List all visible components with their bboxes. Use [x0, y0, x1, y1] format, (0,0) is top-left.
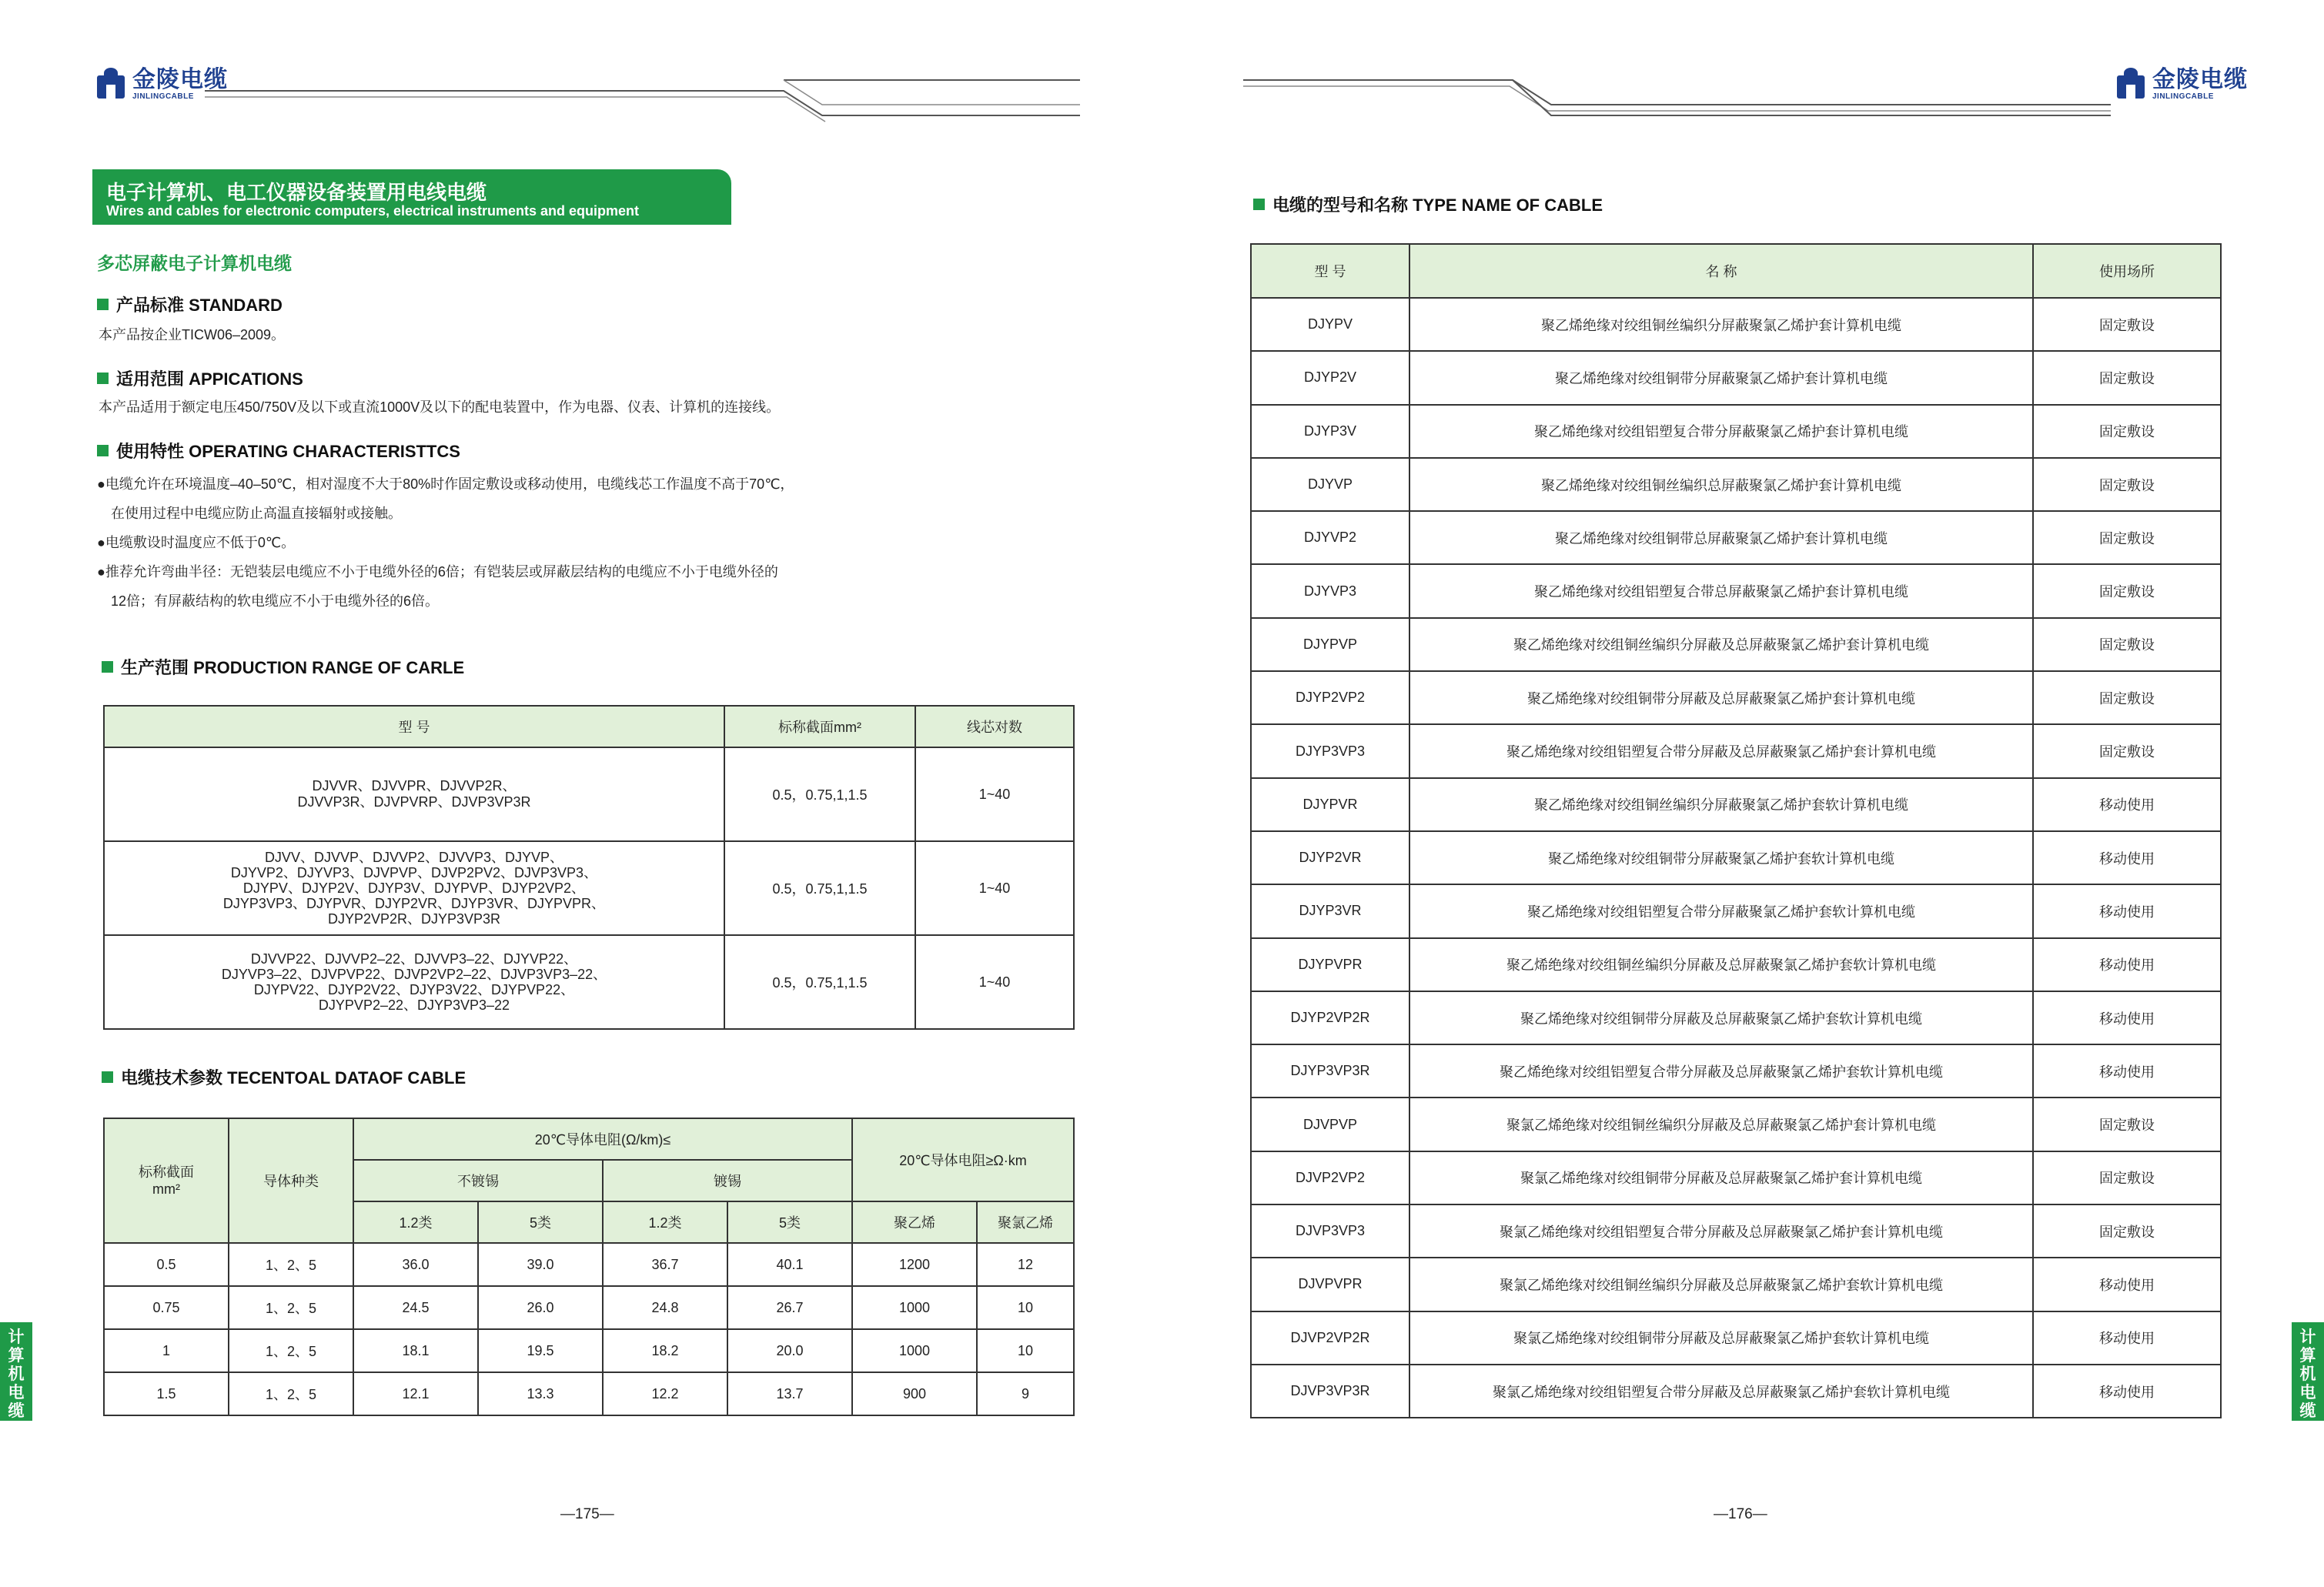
table-row — [1251, 511, 2221, 564]
name-cell: 聚乙烯绝缘对绞组铜丝编织分屏蔽及总屏蔽聚氯乙烯护套软计算机电缆 — [1409, 938, 2033, 991]
name-cell: 聚乙烯绝缘对绞组铝塑复合带分屏蔽及总屏蔽聚氯乙烯护套计算机电缆 — [1409, 724, 2033, 777]
applications-heading: 适用范围 APPICATIONS — [97, 366, 303, 390]
table-header: 型 号 — [1251, 244, 1409, 298]
characteristic-line: 12倍；有屏蔽结构的软电缆应不小于电缆外径的6倍。 — [97, 593, 440, 609]
model-cell: DJVP3VP3 — [1251, 1204, 1409, 1258]
model-cell: DJYVP3 — [1251, 564, 1409, 617]
table-header: 型 号 — [104, 706, 724, 747]
model-cell: DJYPVR — [1251, 778, 1409, 831]
tech-heading: 电缆技术参数 TECENTOAL DATAOF CABLE — [102, 1065, 466, 1089]
table-row — [1251, 298, 2221, 351]
product-title: 多芯屏蔽电子计算机电缆 — [97, 253, 292, 273]
table-row — [1251, 938, 2221, 991]
table-row: 1.5 1、2、5 12.1 13.3 12.2 13.7 900 9 — [104, 1372, 1074, 1415]
characteristic-line: ●电缆敷设时温度应不低于0℃。 — [97, 535, 296, 550]
pairs-cell: 1~40 — [915, 747, 1074, 841]
usage-cell: 移动使用 — [2033, 1044, 2221, 1098]
table-header: 1.2类 — [603, 1201, 727, 1243]
usage-cell: 固定敷设 — [2033, 405, 2221, 458]
usage-cell: 固定敷设 — [2033, 671, 2221, 724]
name-cell: 聚乙烯绝缘对绞组铜带分屏蔽聚氯乙烯护套软计算机电缆 — [1409, 831, 2033, 884]
table-row — [104, 935, 1074, 1029]
usage-cell: 固定敷设 — [2033, 298, 2221, 351]
name-cell: 聚乙烯绝缘对绞组铝塑复合带分屏蔽及总屏蔽聚氯乙烯护套软计算机电缆 — [1409, 1044, 2033, 1098]
name-cell: 聚氯乙烯绝缘对绞组铜丝编织分屏蔽及总屏蔽聚氯乙烯护套软计算机电缆 — [1409, 1258, 2033, 1311]
model-cell: DJYP2V — [1251, 351, 1409, 404]
usage-cell: 固定敷设 — [2033, 511, 2221, 564]
name-cell: 聚乙烯绝缘对绞组铜带分屏蔽及总屏蔽聚氯乙烯护套计算机电缆 — [1409, 671, 2033, 724]
characteristic-line: ●电缆允许在环境温度–40–50℃，相对湿度不大于80%时作固定敷设或移动使用，电缆线芯工作温度不高于70℃， — [97, 476, 794, 492]
logo-subtext: JINLINGCABLE — [2152, 92, 2214, 101]
right-page — [1162, 0, 2324, 1587]
section-banner — [92, 169, 731, 225]
range-heading: 生产范围 PRODUCTION RANGE OF CARLE — [102, 655, 464, 679]
usage-cell: 固定敷设 — [2033, 351, 2221, 404]
name-cell: 聚氯乙烯绝缘对绞组铜带分屏蔽及总屏蔽聚氯乙烯护套软计算机电缆 — [1409, 1311, 2033, 1365]
standard-heading: 产品标准 STANDARD — [97, 292, 283, 316]
table-row — [1251, 1151, 2221, 1204]
table-header: 不镀锡 — [353, 1160, 603, 1201]
banner-title: 电子计算机、电工仪器设备装置用电线电缆 — [106, 181, 487, 204]
square-bullet-icon — [102, 661, 113, 673]
name-cell: 聚乙烯绝缘对绞组铜带分屏蔽及总屏蔽聚氯乙烯护套软计算机电缆 — [1409, 991, 2033, 1044]
standard-text: 本产品按企业TICW06–2009。 — [99, 327, 286, 342]
name-cell: 聚乙烯绝缘对绞组铜丝编织分屏蔽聚氯乙烯护套计算机电缆 — [1409, 298, 2033, 351]
table-row — [1251, 831, 2221, 884]
table-row — [1251, 1311, 2221, 1365]
table-header: 5类 — [478, 1201, 603, 1243]
table-row — [1251, 1044, 2221, 1098]
model-cell: DJYP2VP2R — [1251, 991, 1409, 1044]
model-cell: DJYP3VP3 — [1251, 724, 1409, 777]
logo-mark-icon — [2114, 68, 2148, 102]
tech-data-table — [103, 1118, 1075, 1416]
table-header: 聚氯乙烯 — [977, 1201, 1074, 1243]
model-cell: DJVVR、DJVVPR、DJVVP2R、 DJVVP3R、DJVPVRP、DJVP3VP3R — [104, 747, 724, 841]
usage-cell: 固定敷设 — [2033, 564, 2221, 617]
table-header: 线芯对数 — [915, 706, 1074, 747]
pairs-cell: 1~40 — [915, 935, 1074, 1029]
table-row — [1251, 1098, 2221, 1151]
name-cell: 聚乙烯绝缘对绞组铜丝编织分屏蔽及总屏蔽聚氯乙烯护套计算机电缆 — [1409, 618, 2033, 671]
table-row — [1251, 564, 2221, 617]
table-header: 标称截面mm² — [724, 706, 915, 747]
table-header: 镀锡 — [603, 1160, 852, 1201]
name-cell: 聚氯乙烯绝缘对绞组铝塑复合带分屏蔽及总屏蔽聚氯乙烯护套软计算机电缆 — [1409, 1365, 2033, 1418]
model-cell: DJYPVPR — [1251, 938, 1409, 991]
section-cell: 0.5，0.75,1,1.5 — [724, 841, 915, 935]
pairs-cell: 1~40 — [915, 841, 1074, 935]
model-cell: DJYP3VR — [1251, 884, 1409, 937]
model-cell: DJVPVP — [1251, 1098, 1409, 1151]
table-header: 20℃导体电阻≥Ω·km — [852, 1118, 1074, 1201]
table-header: 使用场所 — [2033, 244, 2221, 298]
logo-mark-icon — [94, 68, 128, 102]
usage-cell: 移动使用 — [2033, 778, 2221, 831]
model-cell: DJVP2VP2 — [1251, 1151, 1409, 1204]
table-row: 1 1、2、5 18.1 19.5 18.2 20.0 1000 10 — [104, 1329, 1074, 1372]
table-row — [1251, 618, 2221, 671]
type-heading: 电缆的型号和名称 TYPE NAME OF CABLE — [1253, 192, 1603, 216]
model-cell: DJYP2VR — [1251, 831, 1409, 884]
name-cell: 聚乙烯绝缘对绞组铜丝编织总屏蔽聚氯乙烯护套计算机电缆 — [1409, 458, 2033, 511]
header-line-left — [0, 0, 1162, 123]
model-cell: DJVVP22、DJVVP2–22、DJVVP3–22、DJYVP22、 DJYVP3–22、DJVPVP22、DJVP2VP2–22、DJVP3VP3–22、 DJYPV22、DJYP2V22、DJYP3V22、DJYPVP22、 DJYPVP2–22、DJYP3VP3–22 — [104, 935, 724, 1029]
usage-cell: 移动使用 — [2033, 991, 2221, 1044]
name-cell: 聚乙烯绝缘对绞组铝塑复合带分屏蔽聚氯乙烯护套计算机电缆 — [1409, 405, 2033, 458]
table-row — [1251, 778, 2221, 831]
model-cell: DJVPVPR — [1251, 1258, 1409, 1311]
model-cell: DJVP2VP2R — [1251, 1311, 1409, 1365]
production-range-table — [103, 705, 1075, 1030]
logo-text: 金陵电缆 — [132, 67, 228, 92]
name-cell: 聚氯乙烯绝缘对绞组铜丝编织分屏蔽及总屏蔽聚氯乙烯护套计算机电缆 — [1409, 1098, 2033, 1151]
name-cell: 聚氯乙烯绝缘对绞组铜带分屏蔽及总屏蔽聚氯乙烯护套计算机电缆 — [1409, 1151, 2033, 1204]
table-header: 名 称 — [1409, 244, 2033, 298]
usage-cell: 移动使用 — [2033, 1258, 2221, 1311]
model-cell: DJYPV — [1251, 298, 1409, 351]
page-number: —176— — [1714, 1506, 1767, 1522]
table-row — [1251, 884, 2221, 937]
table-row: 0.75 1、2、5 24.5 26.0 24.8 26.7 1000 10 — [104, 1286, 1074, 1329]
table-row — [1251, 1365, 2221, 1418]
section-cell: 0.5，0.75,1,1.5 — [724, 935, 915, 1029]
table-row — [1251, 351, 2221, 404]
name-cell: 聚乙烯绝缘对绞组铜带总屏蔽聚氯乙烯护套计算机电缆 — [1409, 511, 2033, 564]
model-cell: DJYP3V — [1251, 405, 1409, 458]
table-row — [1251, 405, 2221, 458]
model-cell: DJYP3VP3R — [1251, 1044, 1409, 1098]
table-header: 1.2类 — [353, 1201, 478, 1243]
characteristics-heading: 使用特性 OPERATING CHARACTERISTTCS — [97, 439, 460, 463]
usage-cell: 移动使用 — [2033, 831, 2221, 884]
square-bullet-icon — [97, 445, 109, 456]
banner-subtitle: Wires and cables for electronic computers, electrical instruments and equipment — [106, 203, 640, 219]
usage-cell: 移动使用 — [2033, 1311, 2221, 1365]
table-header: 20℃导体电阻(Ω/km)≤ — [353, 1118, 852, 1160]
type-name-table — [1250, 243, 2222, 1418]
table-row — [1251, 458, 2221, 511]
brand-logo — [94, 68, 228, 102]
name-cell: 聚乙烯绝缘对绞组铝塑复合带总屏蔽聚氯乙烯护套计算机电缆 — [1409, 564, 2033, 617]
characteristic-line: ●推荐允许弯曲半径：无铠装层电缆应不小于电缆外径的6倍；有铠装层或屏蔽层结构的电缆应不小于电缆外径的 — [97, 564, 778, 580]
square-bullet-icon — [102, 1071, 113, 1083]
name-cell: 聚乙烯绝缘对绞组铝塑复合带分屏蔽聚氯乙烯护套软计算机电缆 — [1409, 884, 2033, 937]
table-header: 标称截面 mm² — [104, 1118, 229, 1243]
table-row — [104, 747, 1074, 841]
table-header: 5类 — [727, 1201, 852, 1243]
model-cell: DJYVP — [1251, 458, 1409, 511]
characteristic-line: 在使用过程中电缆应防止高温直接辐射或接触。 — [97, 506, 402, 521]
side-tab: 计 算 机 电 缆 — [2292, 1322, 2324, 1421]
table-row — [1251, 724, 2221, 777]
square-bullet-icon — [97, 373, 109, 384]
logo-subtext: JINLINGCABLE — [132, 92, 194, 101]
usage-cell: 固定敷设 — [2033, 1098, 2221, 1151]
table-row — [1251, 1204, 2221, 1258]
usage-cell: 固定敷设 — [2033, 724, 2221, 777]
applications-text: 本产品适用于额定电压450/750V及以下或直流1000V及以下的配电装置中，作为电器、仪表、计算机的连接线。 — [99, 399, 781, 415]
section-cell: 0.5，0.75,1,1.5 — [724, 747, 915, 841]
name-cell: 聚氯乙烯绝缘对绞组铝塑复合带分屏蔽及总屏蔽聚氯乙烯护套计算机电缆 — [1409, 1204, 2033, 1258]
usage-cell: 固定敷设 — [2033, 618, 2221, 671]
usage-cell: 固定敷设 — [2033, 458, 2221, 511]
table-header: 导体种类 — [229, 1118, 353, 1243]
page-number: —175— — [560, 1506, 614, 1522]
usage-cell: 固定敷设 — [2033, 1204, 2221, 1258]
table-header: 聚乙烯 — [852, 1201, 977, 1243]
table-row — [1251, 1258, 2221, 1311]
header-line-right — [1162, 0, 2324, 123]
square-bullet-icon — [97, 299, 109, 310]
usage-cell: 移动使用 — [2033, 938, 2221, 991]
name-cell: 聚乙烯绝缘对绞组铜带分屏蔽聚氯乙烯护套计算机电缆 — [1409, 351, 2033, 404]
table-row — [104, 841, 1074, 935]
brand-logo — [2114, 68, 2248, 102]
usage-cell: 移动使用 — [2033, 1365, 2221, 1418]
model-cell: DJYP2VP2 — [1251, 671, 1409, 724]
name-cell: 聚乙烯绝缘对绞组铜丝编织分屏蔽聚氯乙烯护套软计算机电缆 — [1409, 778, 2033, 831]
square-bullet-icon — [1253, 199, 1265, 210]
table-row — [1251, 991, 2221, 1044]
model-cell: DJVP3VP3R — [1251, 1365, 1409, 1418]
side-tab: 计 算 机 电 缆 — [0, 1322, 32, 1421]
usage-cell: 固定敷设 — [2033, 1151, 2221, 1204]
logo-text: 金陵电缆 — [2152, 67, 2248, 92]
model-cell: DJVV、DJVVP、DJVVP2、DJVVP3、DJYVP、 DJYVP2、DJYVP3、DJVPVP、DJVP2PV2、DJVP3VP3、 DJYPV、DJYP2V、DJYP3V、DJYPVP、DJYP2VP2、 DJYP3VP3、DJYPVR、DJYP2VR、DJYP3VR、DJYPVPR、 DJYP2VP2R、DJYP3VP3R — [104, 841, 724, 935]
usage-cell: 移动使用 — [2033, 884, 2221, 937]
model-cell: DJYVP2 — [1251, 511, 1409, 564]
table-row: 0.5 1、2、5 36.0 39.0 36.7 40.1 1200 12 — [104, 1243, 1074, 1286]
table-row — [1251, 671, 2221, 724]
model-cell: DJYPVP — [1251, 618, 1409, 671]
characteristics-list — [97, 469, 794, 616]
